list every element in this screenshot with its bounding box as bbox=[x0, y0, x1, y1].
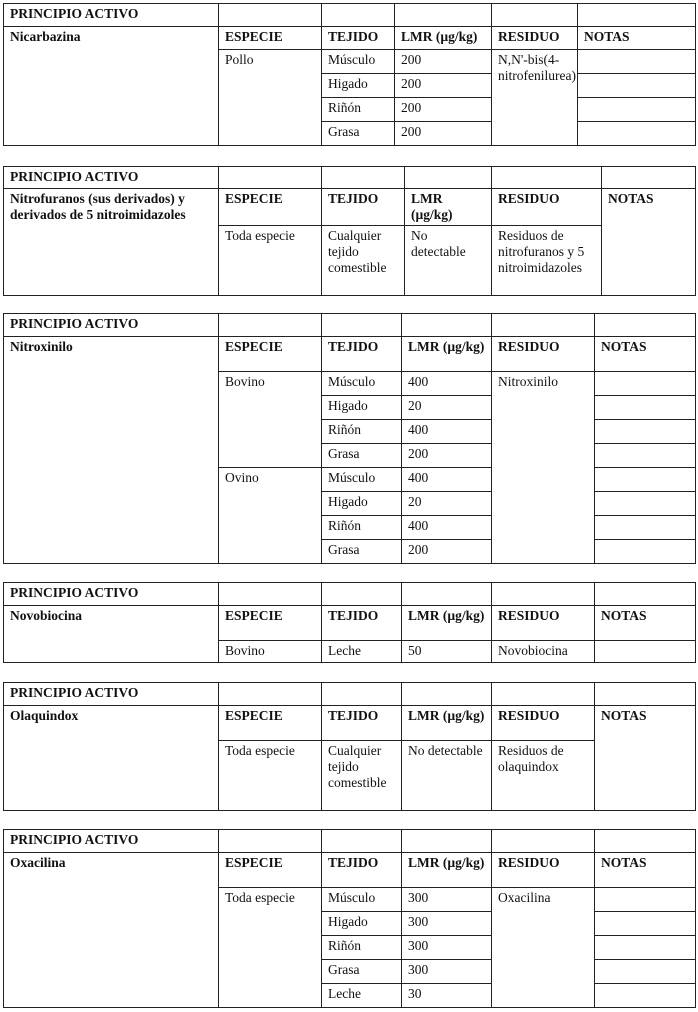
residuo-cell: N,N'-bis(4-nitrofenilurea) bbox=[492, 50, 578, 146]
tejido-cell: Riñón bbox=[322, 936, 402, 960]
header-lmr: LMR (µg/kg) bbox=[395, 27, 492, 50]
tejido-cell: Grasa bbox=[322, 540, 402, 564]
residuo-cell: Novobiocina bbox=[492, 641, 595, 663]
header-lmr: LMR (µg/kg) bbox=[402, 853, 492, 888]
tejido-cell: Leche bbox=[322, 641, 402, 663]
tejido-cell: Higado bbox=[322, 492, 402, 516]
principio-label: PRINCIPIO ACTIVO bbox=[4, 314, 219, 337]
principio-nombre: Olaquindox bbox=[4, 706, 219, 811]
table-nicarbazina bbox=[3, 3, 696, 146]
lmr-cell: 20 bbox=[402, 492, 492, 516]
principio-label: PRINCIPIO ACTIVO bbox=[4, 4, 219, 27]
header-notas: NOTAS bbox=[578, 27, 696, 50]
header-tejido: TEJIDO bbox=[322, 706, 402, 741]
especie-cell: Ovino bbox=[219, 468, 322, 564]
principio-nombre: Novobiocina bbox=[4, 606, 219, 663]
tejido-cell: Grasa bbox=[322, 960, 402, 984]
header-especie: ESPECIE bbox=[219, 706, 322, 741]
lmr-cell: 200 bbox=[402, 540, 492, 564]
table-novobiocina bbox=[3, 582, 696, 663]
tejido-cell: Riñón bbox=[322, 420, 402, 444]
lmr-cell: 400 bbox=[402, 372, 492, 396]
tejido-cell: Riñón bbox=[322, 98, 395, 122]
table-olaquindox bbox=[3, 682, 696, 811]
header-lmr: LMR (µg/kg) bbox=[402, 706, 492, 741]
tejido-cell: Músculo bbox=[322, 888, 402, 912]
header-notas: NOTAS bbox=[602, 189, 696, 296]
header-lmr: LMR (µg/kg) bbox=[402, 606, 492, 641]
principio-label: PRINCIPIO ACTIVO bbox=[4, 830, 219, 853]
lmr-cell: 200 bbox=[395, 74, 492, 98]
header-especie: ESPECIE bbox=[219, 189, 322, 226]
table-nitrofuranos bbox=[3, 166, 696, 296]
lmr-cell: 200 bbox=[395, 50, 492, 74]
header-residuo: RESIDUO bbox=[492, 337, 595, 372]
header-notas: NOTAS bbox=[595, 606, 696, 641]
especie-cell: Toda especie bbox=[219, 226, 322, 296]
tejido-cell: Riñón bbox=[322, 516, 402, 540]
header-residuo: RESIDUO bbox=[492, 189, 602, 226]
tejido-cell: Higado bbox=[322, 912, 402, 936]
table-oxacilina bbox=[3, 829, 696, 1008]
residuo-cell: Nitroxinilo bbox=[492, 372, 595, 564]
header-residuo: RESIDUO bbox=[492, 27, 578, 50]
principio-label: PRINCIPIO ACTIVO bbox=[4, 683, 219, 706]
principio-nombre: Nitroxinilo bbox=[4, 337, 219, 564]
lmr-cell: No detectable bbox=[402, 741, 492, 811]
tejido-cell: Higado bbox=[322, 396, 402, 420]
header-especie: ESPECIE bbox=[219, 853, 322, 888]
header-especie: ESPECIE bbox=[219, 27, 322, 50]
header-tejido: TEJIDO bbox=[322, 606, 402, 641]
especie-cell: Toda especie bbox=[219, 888, 322, 1008]
lmr-cell: 300 bbox=[402, 960, 492, 984]
lmr-cell: 200 bbox=[395, 98, 492, 122]
tejido-cell: Grasa bbox=[322, 122, 395, 146]
lmr-cell: 300 bbox=[402, 888, 492, 912]
lmr-cell: 400 bbox=[402, 516, 492, 540]
header-tejido: TEJIDO bbox=[322, 853, 402, 888]
header-lmr: LMR (µg/kg) bbox=[402, 337, 492, 372]
lmr-cell: 200 bbox=[395, 122, 492, 146]
tejido-cell: Grasa bbox=[322, 444, 402, 468]
tejido-cell: Cualquier tejido comestible bbox=[322, 226, 405, 296]
header-especie: ESPECIE bbox=[219, 606, 322, 641]
residuo-cell: Residuos de nitrofuranos y 5 nitroimidazoles bbox=[492, 226, 602, 296]
lmr-cell: 50 bbox=[402, 641, 492, 663]
tejido-cell: Cualquier tejido comestible bbox=[322, 741, 402, 811]
tejido-cell: Músculo bbox=[322, 50, 395, 74]
especie-cell: Toda especie bbox=[219, 741, 322, 811]
residuo-cell: Residuos de olaquindox bbox=[492, 741, 595, 811]
residuo-cell: Oxacilina bbox=[492, 888, 595, 1008]
header-notas: NOTAS bbox=[595, 853, 696, 888]
especie-cell: Bovino bbox=[219, 641, 322, 663]
principio-label: PRINCIPIO ACTIVO bbox=[4, 167, 219, 189]
header-residuo: RESIDUO bbox=[492, 706, 595, 741]
header-tejido: TEJIDO bbox=[322, 189, 405, 226]
tejido-cell: Músculo bbox=[322, 468, 402, 492]
lmr-cell: 30 bbox=[402, 984, 492, 1008]
principio-nombre: Oxacilina bbox=[4, 853, 219, 1008]
principio-nombre: Nicarbazina bbox=[4, 27, 219, 146]
header-especie: ESPECIE bbox=[219, 337, 322, 372]
lmr-cell: 400 bbox=[402, 468, 492, 492]
header-tejido: TEJIDO bbox=[322, 337, 402, 372]
especie-cell: Pollo bbox=[219, 50, 322, 146]
principio-label: PRINCIPIO ACTIVO bbox=[4, 583, 219, 606]
especie-cell: Bovino bbox=[219, 372, 322, 468]
lmr-cell: 300 bbox=[402, 936, 492, 960]
header-notas: NOTAS bbox=[595, 337, 696, 372]
principio-nombre: Nitrofuranos (sus derivados) y derivados de 5 nitroimidazoles bbox=[4, 189, 219, 296]
lmr-cell: 400 bbox=[402, 420, 492, 444]
header-tejido: TEJIDO bbox=[322, 27, 395, 50]
tejido-cell: Músculo bbox=[322, 372, 402, 396]
lmr-cell: 200 bbox=[402, 444, 492, 468]
tejido-cell: Higado bbox=[322, 74, 395, 98]
tejido-cell: Leche bbox=[322, 984, 402, 1008]
lmr-cell: 20 bbox=[402, 396, 492, 420]
lmr-cell: 300 bbox=[402, 912, 492, 936]
header-notas: NOTAS bbox=[595, 706, 696, 811]
header-residuo: RESIDUO bbox=[492, 606, 595, 641]
header-residuo: RESIDUO bbox=[492, 853, 595, 888]
lmr-cell: No detectable bbox=[405, 226, 492, 296]
header-lmr: LMR (µg/kg) bbox=[405, 189, 492, 226]
table-nitroxinilo bbox=[3, 313, 696, 564]
